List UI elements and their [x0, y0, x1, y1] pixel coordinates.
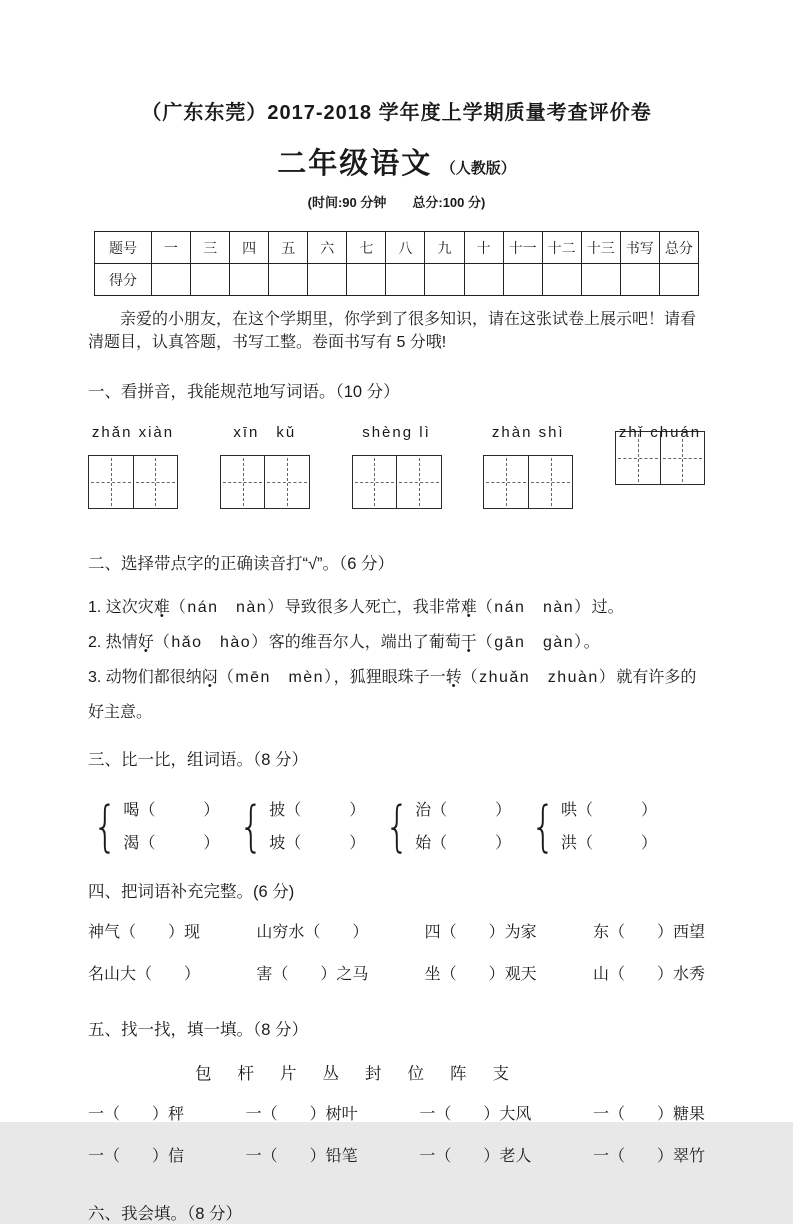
- compare-word-group: [526, 794, 657, 860]
- score-col-header: 七: [347, 232, 386, 264]
- score-col-header: 一: [152, 232, 191, 264]
- word-blank: 喝（ ）: [123, 802, 220, 819]
- section-6-title: 六、我会填。（8 分）: [88, 1205, 243, 1223]
- classifier-blank: 一（ ）信: [88, 1148, 185, 1165]
- writing-cell: [396, 456, 441, 508]
- question-item: [88, 625, 705, 660]
- emphasized-char: 闷: [201, 669, 218, 686]
- text-segment: 3. 动物们都很纳: [88, 669, 202, 686]
- writing-cell: [353, 456, 397, 508]
- word-bank-item: 支: [492, 1065, 509, 1083]
- text-segment: ，狐狸眼珠子一: [333, 669, 446, 686]
- writing-cell: [660, 432, 705, 484]
- idiom-blank: 山（ ）水秀: [592, 966, 705, 983]
- word-pair: [269, 794, 365, 860]
- classifier-row: [88, 1146, 705, 1168]
- score-cell: [269, 264, 308, 296]
- score-table-row-label: 题号: [95, 232, 152, 264]
- score-cell: [152, 264, 191, 296]
- pinyin-label: zhǐ chuán: [618, 424, 702, 441]
- brace-icon: {: [238, 795, 264, 858]
- score-cell: [464, 264, 503, 296]
- pinyin-options: （mēn mèn）: [217, 669, 334, 686]
- word-pair: [123, 794, 219, 860]
- writing-cell: [616, 432, 660, 484]
- pinyin-label: xīn kǔ: [233, 424, 297, 441]
- exam-title: （广东东莞）2017-2018 学年度上学期质量考查评价卷: [141, 102, 652, 124]
- score-cell: [308, 264, 347, 296]
- exam-meta: (时间:90 分钟 总分:100 分): [307, 195, 486, 210]
- word-bank-item: 包: [195, 1065, 212, 1083]
- writing-cell: [264, 456, 309, 508]
- word-blank: 披（ ）: [269, 802, 366, 819]
- compare-words-row: [88, 794, 705, 860]
- idiom-blank: 东（ ）西望: [592, 924, 705, 941]
- subject-line: [88, 141, 705, 182]
- word-blank: 洪（ ）: [560, 835, 657, 852]
- score-cell: [386, 264, 425, 296]
- pinyin-options: （gān gàn）: [476, 634, 584, 651]
- word-bank-item: 杆: [237, 1065, 254, 1083]
- compare-word-group: [234, 794, 365, 860]
- pinyin-options: （zhuǎn zhuàn）: [461, 669, 617, 686]
- score-col-header: 总分: [659, 232, 698, 264]
- section-2-title: 二、选择带点字的正确读音打“√”。（6 分）: [88, 555, 395, 573]
- text-segment: 。: [583, 634, 600, 651]
- compare-word-group: [380, 794, 511, 860]
- word-pair: [561, 794, 657, 860]
- writing-cell: [484, 456, 528, 508]
- word-bank-item: 片: [280, 1065, 297, 1083]
- score-cell: [581, 264, 620, 296]
- writing-cell: [133, 456, 178, 508]
- section-1-title: 一、看拼音，我能规范地写词语。（10 分）: [88, 383, 400, 401]
- classifier-blank: 一（ ）糖果: [592, 1106, 705, 1123]
- pinyin-options: （nán nàn）: [476, 599, 592, 616]
- word-bank-item: 位: [407, 1065, 424, 1083]
- section-5-title: 五、找一找，填一填。（8 分）: [88, 1021, 309, 1039]
- word-bank-item: 封: [365, 1065, 382, 1083]
- writing-grid: [483, 455, 573, 509]
- emphasized-char: 难: [153, 599, 170, 616]
- word-bank-item: 阵: [450, 1065, 467, 1083]
- pinyin-word-group: [483, 424, 573, 509]
- text-segment: 导致很多人死亡，我非常: [284, 599, 461, 616]
- question-item: [88, 660, 705, 730]
- pinyin-label: shèng lì: [362, 424, 431, 441]
- score-col-header: 三: [191, 232, 230, 264]
- score-col-header: 六: [308, 232, 347, 264]
- page-header: [88, 96, 705, 211]
- writing-cell: [221, 456, 265, 508]
- word-blank: 渴（ ）: [123, 835, 220, 852]
- brace-icon: {: [92, 795, 118, 858]
- question-item: [88, 590, 705, 625]
- emphasized-char: 难: [460, 599, 477, 616]
- score-col-header: 十二: [542, 232, 581, 264]
- score-col-header: 十三: [581, 232, 620, 264]
- text-segment: 过。: [591, 599, 624, 616]
- writing-grid: [352, 455, 442, 509]
- score-cell: [542, 264, 581, 296]
- idiom-blank: 神气（ ）现: [88, 924, 201, 941]
- word-bank-item: 丛: [322, 1065, 339, 1083]
- pinyin-label: zhàn shì: [491, 424, 565, 441]
- score-table-header-row: [95, 232, 699, 264]
- idiom-blank: 坐（ ）观天: [424, 966, 537, 983]
- idiom-row: [88, 964, 705, 986]
- pinyin-options: （hǎo hào）: [153, 634, 269, 651]
- writing-grid: [220, 455, 310, 509]
- brace-icon: {: [530, 795, 556, 858]
- word-blank: 哄（ ）: [560, 802, 657, 819]
- score-col-header: 四: [230, 232, 269, 264]
- word-pair: [415, 794, 511, 860]
- idiom-row: [88, 922, 705, 944]
- intro-paragraph: 亲爱的小朋友，在这个学期里，你学到了很多知识，请在这张试卷上展示吧！请看清题目，认真答题，书写工整。卷面书写有 5 分哦!: [88, 311, 697, 351]
- writing-cell: [528, 456, 573, 508]
- text-segment: 客的维吾尔人，端出了葡萄: [268, 634, 461, 651]
- emphasized-char: 好: [137, 634, 154, 651]
- score-col-header: 十: [464, 232, 503, 264]
- subject-title: 二年级语文: [277, 148, 433, 180]
- edition-label: （人教版）: [440, 160, 516, 177]
- score-cell: [620, 264, 659, 296]
- pinyin-options: （nán nàn）: [169, 599, 285, 616]
- word-blank: 坡（ ）: [269, 835, 366, 852]
- score-table-score-row: [95, 264, 699, 296]
- word-bank: [195, 1060, 509, 1084]
- pinyin-word-group: [88, 424, 178, 509]
- section-4-title: 四、把词语补充完整。(6 分): [88, 883, 295, 901]
- brace-icon: {: [384, 795, 410, 858]
- writing-grid: [615, 431, 705, 485]
- pinyin-word-group: [220, 424, 310, 509]
- writing-cell: [89, 456, 133, 508]
- classifier-blank: 一（ ）老人: [419, 1148, 532, 1165]
- score-table: [94, 231, 699, 296]
- pinyin-word-group: [615, 424, 705, 485]
- idiom-blank: 害（ ）之马: [256, 966, 369, 983]
- text-segment: 2. 热情: [88, 634, 138, 651]
- classifier-blank: 一（ ）秤: [88, 1106, 185, 1123]
- score-table-row-label: 得分: [95, 264, 152, 296]
- classifier-blank: 一（ ）翠竹: [592, 1148, 705, 1165]
- word-blank: 治（ ）: [415, 802, 512, 819]
- section-3-title: 三、比一比，组词语。（8 分）: [88, 751, 309, 769]
- score-col-header: 五: [269, 232, 308, 264]
- pinyin-label: zhǎn xiàn: [91, 424, 175, 441]
- compare-word-group: [88, 794, 219, 860]
- emphasized-char: 干: [460, 634, 477, 651]
- idiom-blank: 山穷水（ ）: [256, 924, 369, 941]
- idiom-blank: 名山大（ ）: [88, 966, 201, 983]
- classifier-blank: 一（ ）大风: [419, 1106, 532, 1123]
- score-col-header: 九: [425, 232, 464, 264]
- text-segment: 1. 这次灾: [88, 599, 154, 616]
- score-cell: [230, 264, 269, 296]
- classifier-row: [88, 1104, 705, 1126]
- pinyin-writing-row: [88, 424, 705, 520]
- score-cell: [191, 264, 230, 296]
- score-col-header: 书写: [620, 232, 659, 264]
- emphasized-char: 转: [445, 669, 462, 686]
- score-col-header: 十一: [503, 232, 542, 264]
- text-segment: 就有许多的好主意。: [88, 669, 697, 721]
- score-cell: [659, 264, 698, 296]
- writing-grid: [88, 455, 178, 509]
- classifier-blank: 一（ ）铅笔: [245, 1148, 358, 1165]
- word-blank: 始（ ）: [415, 835, 512, 852]
- score-cell: [425, 264, 464, 296]
- pinyin-word-group: [352, 424, 442, 509]
- classifier-blank: 一（ ）树叶: [245, 1106, 358, 1123]
- score-col-header: 八: [386, 232, 425, 264]
- score-cell: [347, 264, 386, 296]
- idiom-blank: 四（ ）为家: [424, 924, 537, 941]
- score-cell: [503, 264, 542, 296]
